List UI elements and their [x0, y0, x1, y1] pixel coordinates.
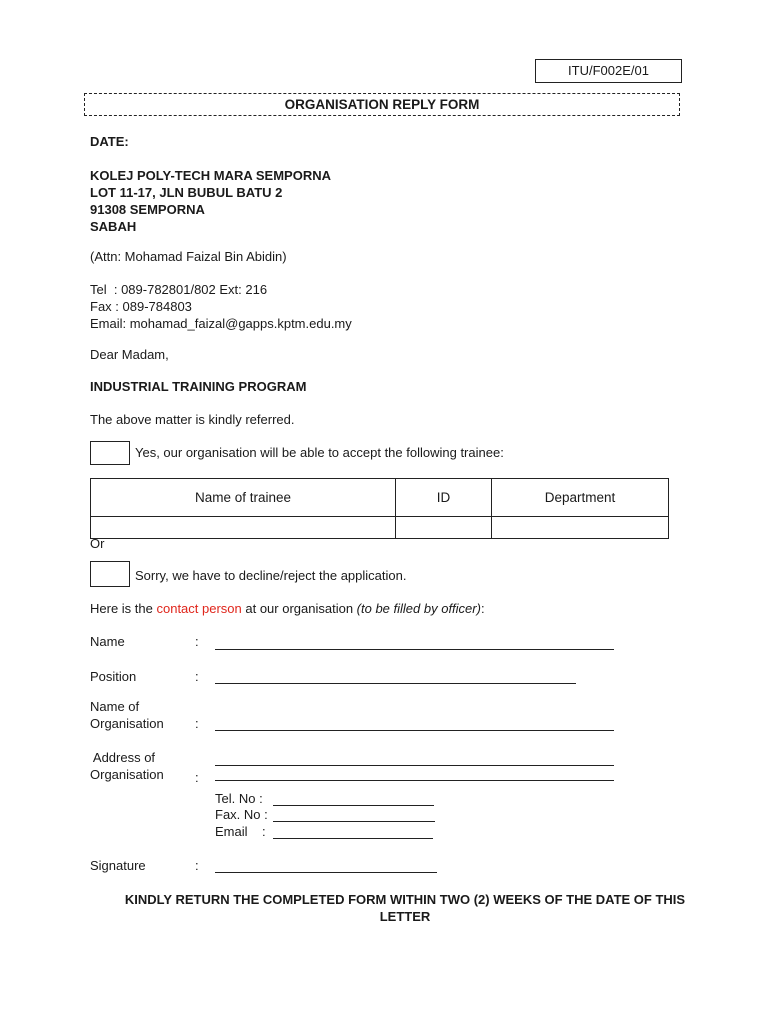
org-name-input-line[interactable] — [215, 730, 614, 731]
org-fax-input-line[interactable] — [273, 821, 435, 822]
org-address-colon: : — [195, 770, 199, 785]
contact-details — [90, 281, 352, 332]
org-email-label: Email : — [215, 824, 266, 839]
or-label: Or — [90, 536, 105, 551]
org-address-input-line-1[interactable] — [215, 765, 614, 766]
accept-checkbox[interactable] — [90, 441, 130, 465]
org-name-label-line2: Organisation — [90, 716, 164, 731]
contact-fax: Fax : 089-784803 — [90, 299, 192, 314]
date-label: DATE: — [90, 134, 129, 149]
recipient-address — [90, 167, 331, 235]
address-line-2: LOT 11-17, JLN BUBUL BATU 2 — [90, 185, 283, 200]
contact-person-highlight: contact person — [156, 601, 242, 616]
signature-input-line[interactable] — [215, 872, 437, 873]
org-tel-label: Tel. No : — [215, 791, 263, 806]
intro-text: The above matter is kindly referred. — [90, 412, 295, 427]
signature-label: Signature — [90, 858, 146, 873]
return-instruction-line2: LETTER — [379, 909, 431, 924]
position-input-line[interactable] — [215, 683, 576, 684]
intro-part-1: Here is the — [90, 601, 157, 616]
contact-email: Email: mohamad_faizal@gapps.kptm.edu.my — [90, 316, 352, 331]
org-address-input-line-2[interactable] — [215, 780, 614, 781]
name-input-line[interactable] — [215, 649, 614, 650]
position-label: Position — [90, 669, 137, 684]
org-address-label-line1: Address of — [90, 750, 156, 765]
salutation: Dear Madam, — [90, 347, 169, 362]
contact-person-intro — [90, 601, 485, 616]
org-tel-input-line[interactable] — [273, 805, 434, 806]
decline-option-label: Sorry, we have to decline/reject the application. — [135, 568, 407, 583]
trainee-department-cell[interactable] — [492, 517, 669, 539]
decline-checkbox[interactable] — [90, 561, 130, 587]
attention-line: (Attn: Mohamad Faizal Bin Abidin) — [90, 249, 287, 264]
signature-colon: : — [195, 858, 199, 873]
form-title: ORGANISATION REPLY FORM — [84, 93, 680, 116]
return-instruction-line1: KINDLY RETURN THE COMPLETED FORM WITHIN TWO (2) WEEKS OF THE DATE OF THIS — [124, 892, 686, 907]
officer-note: (to be filled by officer) — [356, 601, 481, 616]
accept-option-label: Yes, our organisation will be able to accept the following trainee: — [135, 445, 504, 460]
subject-heading: INDUSTRIAL TRAINING PROGRAM — [90, 379, 307, 394]
return-instruction — [100, 891, 710, 925]
org-fax-label: Fax. No : — [215, 807, 268, 822]
column-header-id: ID — [396, 479, 492, 517]
column-header-name: Name of trainee — [91, 479, 396, 517]
column-header-department: Department — [492, 479, 669, 517]
table-header-row — [91, 479, 669, 517]
form-reference-code: ITU/F002E/01 — [535, 59, 682, 83]
org-address-label-line2: Organisation — [90, 767, 164, 782]
table-row — [91, 517, 669, 539]
trainee-table — [90, 478, 669, 539]
intro-part-3: : — [480, 601, 485, 616]
contact-tel: Tel : 089-782801/802 Ext: 216 — [90, 282, 268, 297]
address-line-4: SABAH — [90, 219, 137, 234]
position-colon: : — [195, 669, 199, 684]
address-line-1: KOLEJ POLY-TECH MARA SEMPORNA — [90, 168, 332, 183]
name-colon: : — [195, 634, 199, 649]
intro-part-2: at our organisation — [241, 601, 357, 616]
trainee-id-cell[interactable] — [396, 517, 492, 539]
org-name-label-line1: Name of — [90, 699, 140, 714]
trainee-name-cell[interactable] — [91, 517, 396, 539]
name-label: Name — [90, 634, 125, 649]
org-email-input-line[interactable] — [273, 838, 433, 839]
address-line-3: 91308 SEMPORNA — [90, 202, 205, 217]
org-name-colon: : — [195, 716, 199, 731]
